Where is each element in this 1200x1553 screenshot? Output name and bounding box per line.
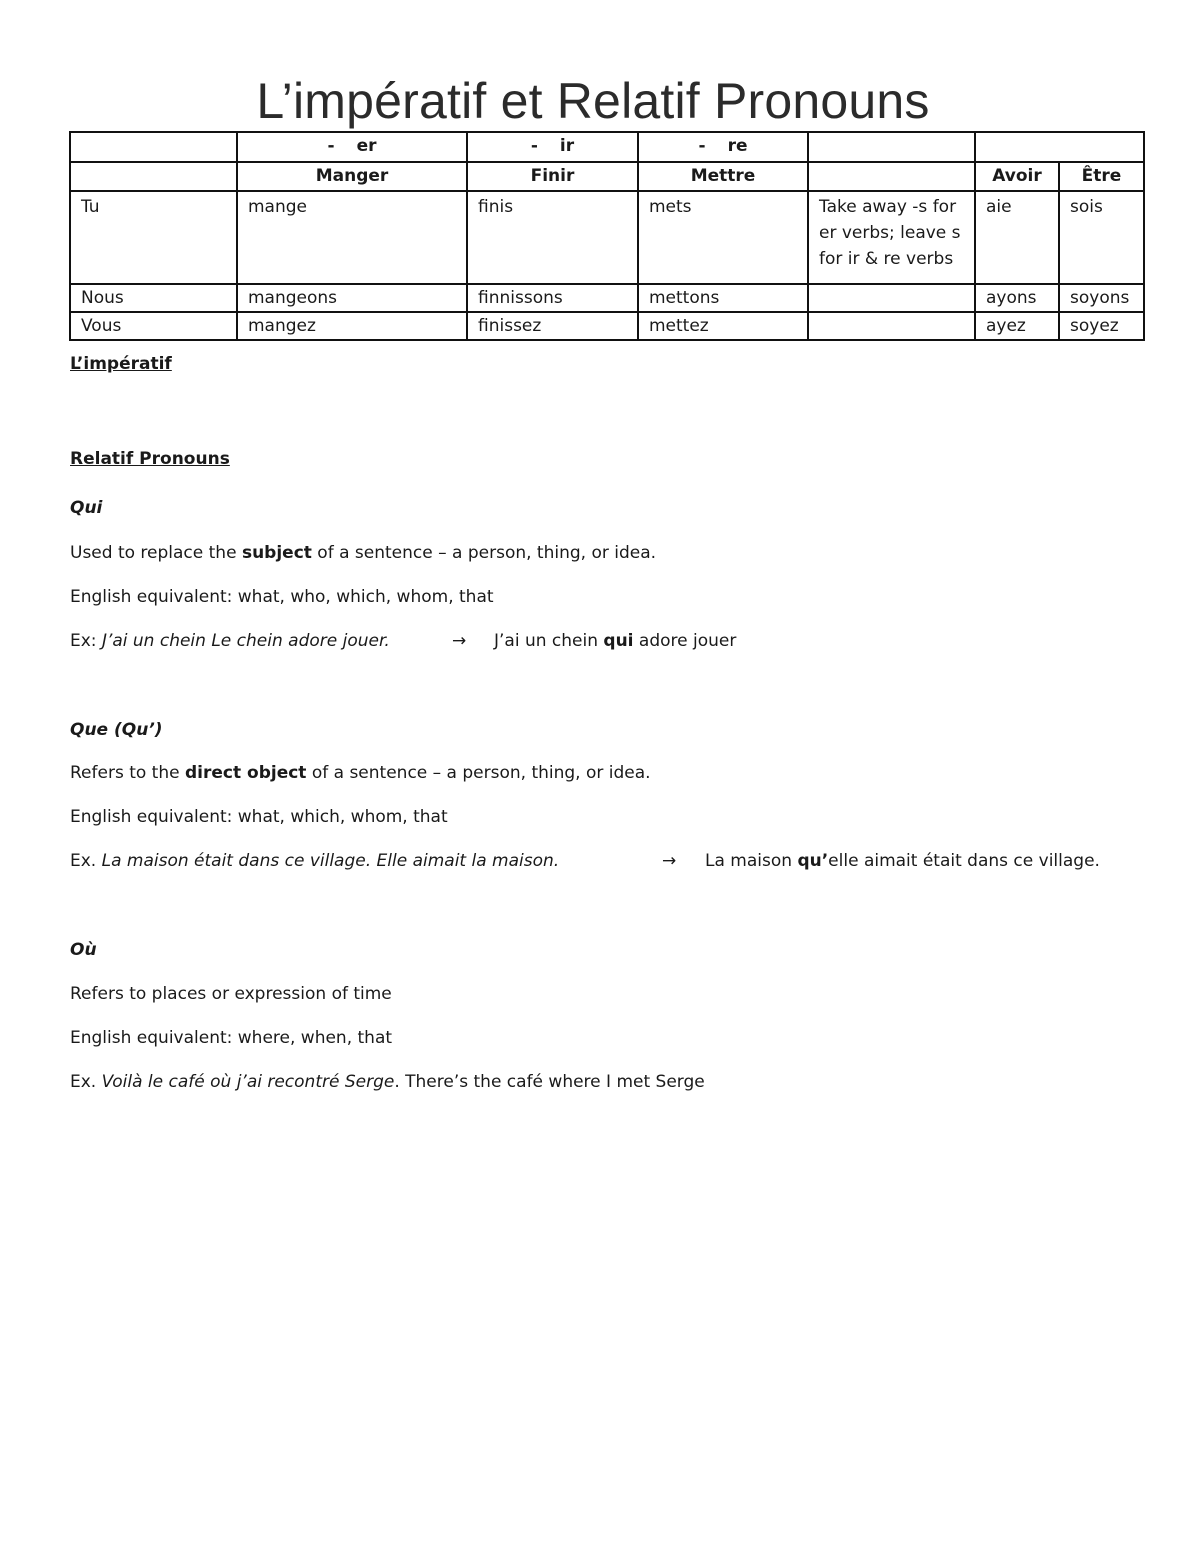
table-cell-re: - re bbox=[638, 132, 808, 162]
table-cell: finnissons bbox=[467, 284, 638, 312]
table-cell: mangeons bbox=[237, 284, 467, 312]
table-cell: aie bbox=[975, 191, 1059, 284]
table-row bbox=[70, 312, 1144, 340]
qui-heading: Qui bbox=[70, 498, 103, 518]
table-cell bbox=[808, 312, 975, 340]
ou-example: Ex. Voilà le café où j’ai recontré Serge. There’s the café where I met Serge bbox=[70, 1072, 705, 1092]
table-cell: mangez bbox=[237, 312, 467, 340]
table-header-cell: Mettre bbox=[638, 162, 808, 191]
table-cell: ayez bbox=[975, 312, 1059, 340]
table-header-cell: Finir bbox=[467, 162, 638, 191]
imperatif-heading: L’impératif bbox=[70, 354, 172, 374]
table-cell: Nous bbox=[70, 284, 237, 312]
table-cell bbox=[808, 132, 975, 162]
relatif-heading: Relatif Pronouns bbox=[70, 449, 230, 469]
arrow-icon: → bbox=[662, 851, 677, 871]
table-cell: sois bbox=[1059, 191, 1144, 284]
table-cell: mange bbox=[237, 191, 467, 284]
table-header-cell: Manger bbox=[237, 162, 467, 191]
table-cell: finis bbox=[467, 191, 638, 284]
table-cell: mettons bbox=[638, 284, 808, 312]
qui-english-equivalent: English equivalent: what, who, which, whom, that bbox=[70, 587, 494, 607]
page-title: L’impératif et Relatif Pronouns bbox=[256, 73, 930, 129]
ou-english-equivalent: English equivalent: where, when, that bbox=[70, 1028, 393, 1048]
qui-definition: Used to replace the subject of a sentence – a person, thing, or idea. bbox=[70, 543, 657, 563]
table-cell: finissez bbox=[467, 312, 638, 340]
table-cell bbox=[808, 284, 975, 312]
table-row-verbs bbox=[70, 162, 1144, 191]
table-row bbox=[70, 284, 1144, 312]
qui-example-result: J’ai un chein qui adore jouer bbox=[494, 631, 737, 651]
qui-example: Ex: J’ai un chein Le chein adore jouer. bbox=[70, 631, 390, 651]
ou-definition: Refers to places or expression of time bbox=[70, 984, 392, 1004]
table-header-cell bbox=[808, 162, 975, 191]
que-definition: Refers to the direct object of a sentence – a person, thing, or idea. bbox=[70, 763, 651, 783]
que-english-equivalent: English equivalent: what, which, whom, that bbox=[70, 807, 448, 827]
table-cell: Tu bbox=[70, 191, 237, 284]
ou-heading: Où bbox=[70, 940, 97, 960]
que-heading: Que (Qu’) bbox=[70, 720, 163, 740]
arrow-icon: → bbox=[452, 631, 467, 651]
table-cell-note: Take away -s for er verbs; leave s for ir & re verbs bbox=[808, 191, 975, 284]
que-example: Ex. La maison était dans ce village. Elle aimait la maison. bbox=[70, 851, 560, 871]
table-cell: soyons bbox=[1059, 284, 1144, 312]
table-cell bbox=[70, 132, 237, 162]
table-cell-er: - er bbox=[237, 132, 467, 162]
table-cell: Vous bbox=[70, 312, 237, 340]
table-cell-ir: - ir bbox=[467, 132, 638, 162]
table-cell bbox=[975, 132, 1144, 162]
table-cell bbox=[70, 162, 237, 191]
table-row-endings bbox=[70, 132, 1144, 162]
conjugation-table bbox=[69, 131, 1145, 341]
table-cell: ayons bbox=[975, 284, 1059, 312]
table-header-cell: Avoir bbox=[975, 162, 1059, 191]
que-example-result: La maison qu’elle aimait était dans ce village. bbox=[705, 851, 1100, 871]
table-cell: soyez bbox=[1059, 312, 1144, 340]
table-cell: mettez bbox=[638, 312, 808, 340]
table-row bbox=[70, 191, 1144, 284]
table-header-cell: Être bbox=[1059, 162, 1144, 191]
table-cell: mets bbox=[638, 191, 808, 284]
